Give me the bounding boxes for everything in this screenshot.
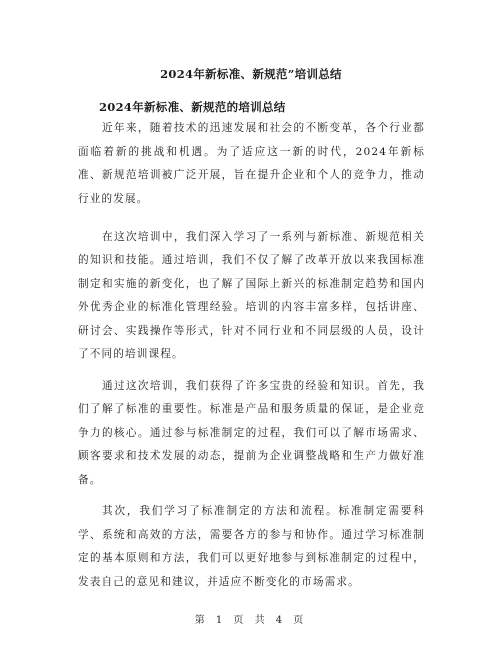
- section-heading: 2024年新标准、新规范的培训总结: [99, 100, 286, 114]
- document-body: [78, 117, 425, 609]
- paragraph-training-content: 在这次培训中，我们深入学习了一系列与新标准、新规范相关的知识和技能。通过培训，我们不仅了解了改革开放以来我国标准制定和实施的新变化，也了解了国际上新兴的标准制定趋势和国内外优秀企业的标准化管理经验。培训的内容丰富多样，包括讲座、研讨会、实践操作等形式，针对不同行业和不同层级的人员，设计了不同的培训课程。: [78, 230, 425, 360]
- paragraph-intro: 近年来，随着技术的迅速发展和社会的不断变革，各个行业都面临着新的挑战和机遇。为了适应这一新的时代，2024年新标准、新规范培训被广泛开展，旨在提升企业和个人的竞争力，推动行业的发展。: [78, 122, 425, 205]
- page-number: 第 1 页 共 4 页: [194, 615, 308, 626]
- page-title: 2024年新标准、新规范”培训总结: [160, 67, 342, 81]
- paragraph-methods: 其次，我们学习了标准制定的方法和流程。标准制定需要科学、系统和高效的方法，需要各方的参与和协作。通过学习标准制定的基本原则和方法，我们可以更好地参与到标准制定的过程中，发表自己的意见和建议，并适应不断变化的市场需求。: [78, 505, 425, 588]
- paragraph-experience: 通过这次培训，我们获得了许多宝贵的经验和知识。首先，我们了解了标准的重要性。标准是产品和服务质量的保证，是企业竞争力的核心。通过参与标准制定的过程，我们可以了解市场需求、顾客要求和技术发展的动态，提前为企业调整战略和生产力做好准备。: [78, 379, 425, 486]
